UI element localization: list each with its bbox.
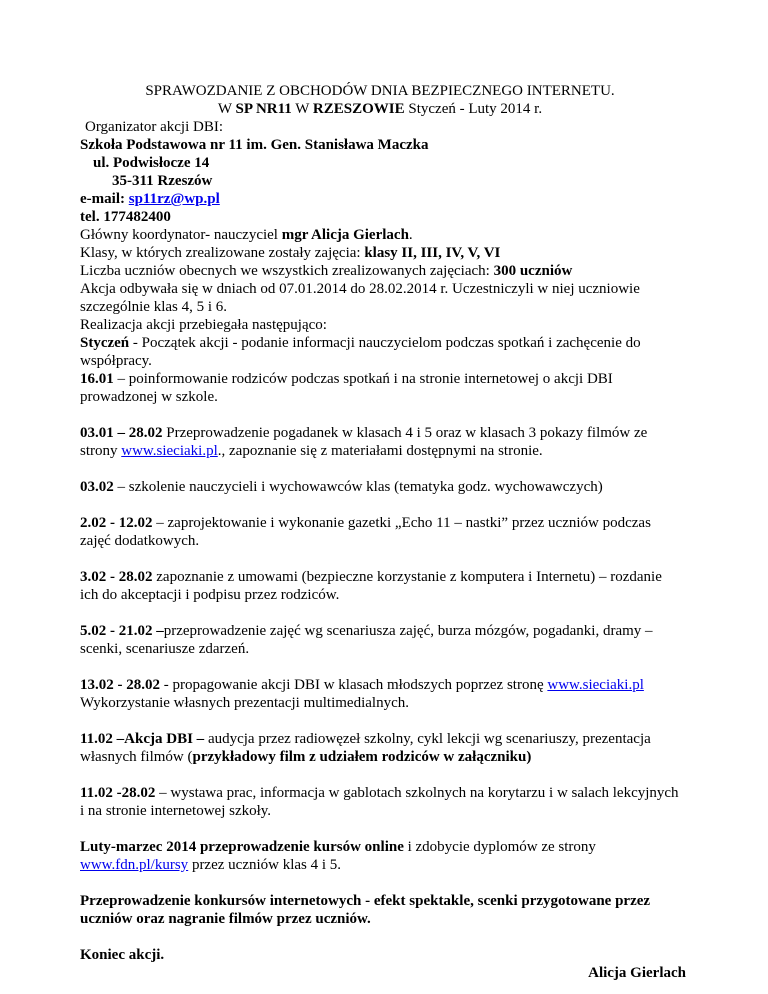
- report-period: Styczeń - Luty 2014 r.: [404, 101, 543, 117]
- event-text: – zaprojektowanie i wykonanie gazetki „Echo 11 – nastki” przez uczniów podczas zajęć dodatkowych.: [80, 515, 651, 549]
- organizer-phone: tel. 177482400: [80, 209, 171, 225]
- event-text: – szkolenie nauczycieli i wychowawców klas (tematyka godz. wychowawczych): [113, 479, 603, 495]
- coordinator-name: mgr Alicja Gierlach: [281, 227, 409, 243]
- organizer-label: Organizator akcji DBI:: [85, 119, 224, 135]
- event-text: i zdobycie dyplomów ze strony: [403, 839, 596, 855]
- document-page: [80, 82, 686, 982]
- report-title: SPRAWOZDANIE Z OBCHODÓW DNIA BEZPIECZNEGO INTERNETU.: [145, 83, 615, 99]
- action-dates: Akcja odbywała się w dniach od 07.01.2014 do 28.02.2014 r. Uczestniczyli w niej uczniowie szczególnie klas 4, 5 i 6.: [80, 281, 640, 315]
- event-text: - Początek akcji - podanie informacji nauczycielom podczas spotkań i zachęcenie do współpracy.: [80, 335, 641, 369]
- event-text: – wystawa prac, informacja w gablotach szkolnych na korytarzu i w salach lekcyjnych i na stronie internetowej szkoły.: [80, 785, 679, 819]
- sieciaki-link[interactable]: www.sieciaki.pl: [121, 443, 218, 459]
- event-text: - propagowanie akcji DBI w klasach młodszych poprzez stronę: [160, 677, 548, 693]
- event-date: 11.02 -28.02: [80, 785, 156, 801]
- fdn-link[interactable]: www.fdn.pl/kursy: [80, 857, 189, 873]
- signature: Alicja Gierlach: [588, 965, 686, 981]
- email-link[interactable]: sp11rz@wp.pl: [128, 191, 220, 207]
- event-online-courses: [80, 838, 680, 874]
- event-date: 03.02: [80, 479, 114, 495]
- event-date: 2.02 - 12.02: [80, 515, 153, 531]
- event-date: Styczeń: [80, 335, 130, 351]
- event-text-end: Wykorzystanie własnych prezentacji multimedialnych.: [80, 695, 409, 711]
- event-0302b: [80, 568, 680, 604]
- count-label: Liczba uczniów obecnych we wszystkich zrealizowanych zajęciach:: [80, 263, 494, 279]
- subtitle-prefix: W: [217, 101, 236, 117]
- event-text-end: przez uczniów klas 4 i 5.: [188, 857, 342, 873]
- classes-value: klasy II, III, IV, V, VI: [364, 245, 501, 261]
- event-attachment-note: przykładowy film z udziałem rodziców w załączniku): [192, 749, 532, 765]
- realization-label: Realizacja akcji przebiegała następująco:: [80, 317, 327, 333]
- count-value: 300 uczniów: [493, 263, 573, 279]
- event-text-end: ., zapoznanie się z materiałami dostępnymi na stronie.: [217, 443, 543, 459]
- organizer-street: ul. Podwisłocze 14: [93, 155, 210, 171]
- organizer-school: Szkoła Podstawowa nr 11 im. Gen. Stanisława Maczka: [80, 137, 429, 153]
- event-0202: [80, 514, 680, 550]
- event-contests: Przeprowadzenie konkursów internetowych - efekt spektakle, scenki przygotowane przez uczniów oraz nagranie filmów przez uczniów.: [80, 893, 651, 927]
- city-name: RZESZOWIE: [312, 101, 405, 117]
- event-text: przeprowadzenie zajęć wg scenariusza zajęć, burza mózgów, pogadanki, dramy – scenki, scenariusze zdarzeń.: [80, 623, 653, 657]
- coordinator-end: .: [408, 227, 413, 243]
- report-subtitle: [80, 100, 680, 118]
- event-date: Luty-marzec 2014 przeprowadzenie kursów online: [80, 839, 404, 855]
- organizer-email: [80, 190, 680, 208]
- event-january: [80, 334, 680, 370]
- event-1102b: [80, 784, 680, 820]
- event-1601: [80, 370, 680, 406]
- subtitle-connector: W: [291, 101, 313, 117]
- event-date: 03.01 – 28.02: [80, 425, 163, 441]
- event-text: – poinformowanie rodziców podczas spotkań i na stronie internetowej o akcji DBI prowadzonej w szkole.: [80, 371, 613, 405]
- classes-label: Klasy, w których zrealizowane zostały zajęcia:: [80, 245, 365, 261]
- event-text: audycja przez radiowęzeł szkolny, cykl lekcji wg scenariuszy, prezentacja własnych filmów (: [80, 731, 651, 765]
- event-0502: [80, 622, 680, 658]
- school-short: SP NR11: [235, 101, 292, 117]
- event-date: 11.02 –Akcja DBI –: [80, 731, 205, 747]
- student-count: [80, 262, 680, 280]
- event-date: 16.01: [80, 371, 114, 387]
- event-date: 13.02 - 28.02: [80, 677, 160, 693]
- event-text: zapoznanie z umowami (bezpieczne korzystanie z komputera i Internetu) – rozdanie ich do akceptacji i podpisu przez rodziców.: [80, 569, 662, 603]
- sieciaki-link-2[interactable]: www.sieciaki.pl: [547, 677, 644, 693]
- end-of-action: Koniec akcji.: [80, 947, 165, 963]
- event-text: Przeprowadzenie pogadanek w klasach 4 i 5 oraz w klasach 3 pokazy filmów ze strony: [80, 425, 648, 459]
- email-label: e-mail:: [80, 191, 129, 207]
- coordinator: [80, 226, 680, 244]
- event-0302: [80, 478, 680, 496]
- event-1302: [80, 676, 680, 712]
- event-0301: [80, 424, 680, 460]
- event-1102: [80, 730, 680, 766]
- classes: [80, 244, 680, 262]
- organizer-postcode: 35-311 Rzeszów: [112, 173, 213, 189]
- event-date: 3.02 - 28.02: [80, 569, 153, 585]
- event-date: 5.02 - 21.02 –: [80, 623, 164, 639]
- coordinator-label: Główny koordynator- nauczyciel: [80, 227, 282, 243]
